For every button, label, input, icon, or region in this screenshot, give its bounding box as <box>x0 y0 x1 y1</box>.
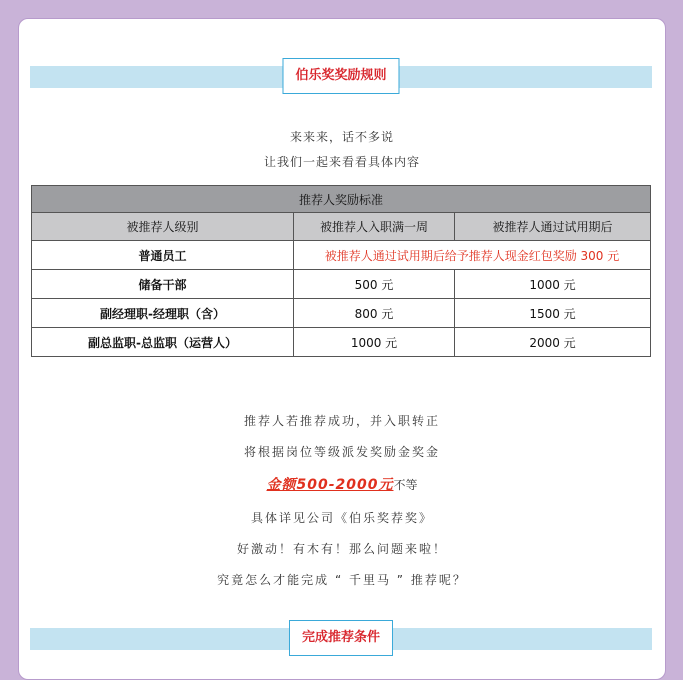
body-line-4: 具体详见公司《伯乐奖荐奖》 <box>250 511 433 525</box>
table-row <box>32 299 651 328</box>
table-header-row <box>32 213 651 241</box>
amount-line <box>19 474 665 494</box>
article-card <box>18 18 666 680</box>
table-caption-row <box>32 186 651 213</box>
body-line-5: 好激动！有木有！那么问题来啦！ <box>236 542 447 556</box>
table-caption: 推荐人奖励标准 <box>32 186 651 213</box>
table-row <box>32 241 651 270</box>
row-week-reward: 500 元 <box>294 270 455 299</box>
table-row <box>32 270 651 299</box>
table-header-probation: 被推荐人通过试用期后 <box>455 213 651 241</box>
row-level: 副经理职-经理职（含） <box>32 299 294 328</box>
row-probation-reward: 1000 元 <box>455 270 651 299</box>
amount-highlight: 金额500-2000元 <box>266 477 394 493</box>
table-row <box>32 328 651 357</box>
rules-section-title: 伯乐奖奖励规则 <box>282 58 399 94</box>
amount-suffix: 不等 <box>393 478 418 492</box>
intro-line-2: 让我们一起来看看具体内容 <box>263 155 420 169</box>
row-level: 储备干部 <box>32 270 294 299</box>
body-line-6: 究竟怎么才能完成 “ 千里马 ” 推荐呢？ <box>217 573 467 587</box>
row-probation-reward: 2000 元 <box>455 328 651 357</box>
reward-standard-table <box>31 185 651 357</box>
body-line-2: 将根据岗位等级派发奖励金奖金 <box>243 445 440 459</box>
body-line-1: 推荐人若推荐成功，并入职转正 <box>243 414 440 428</box>
table-header-level: 被推荐人级别 <box>32 213 294 241</box>
conditions-section-band <box>30 628 652 650</box>
table-header-week: 被推荐人入职满一周 <box>294 213 455 241</box>
conditions-section-title: 完成推荐条件 <box>289 620 393 656</box>
row-week-reward: 1000 元 <box>294 328 455 357</box>
row-merged-note: 被推荐人通过试用期后给予推荐人现金红包奖励 300 元 <box>294 241 651 270</box>
row-level: 普通员工 <box>32 241 294 270</box>
row-probation-reward: 1500 元 <box>455 299 651 328</box>
intro-line-1: 来来来，话不多说 <box>289 130 394 144</box>
rules-section-band <box>30 66 652 88</box>
row-week-reward: 800 元 <box>294 299 455 328</box>
row-level: 副总监职-总监职（运营人） <box>32 328 294 357</box>
